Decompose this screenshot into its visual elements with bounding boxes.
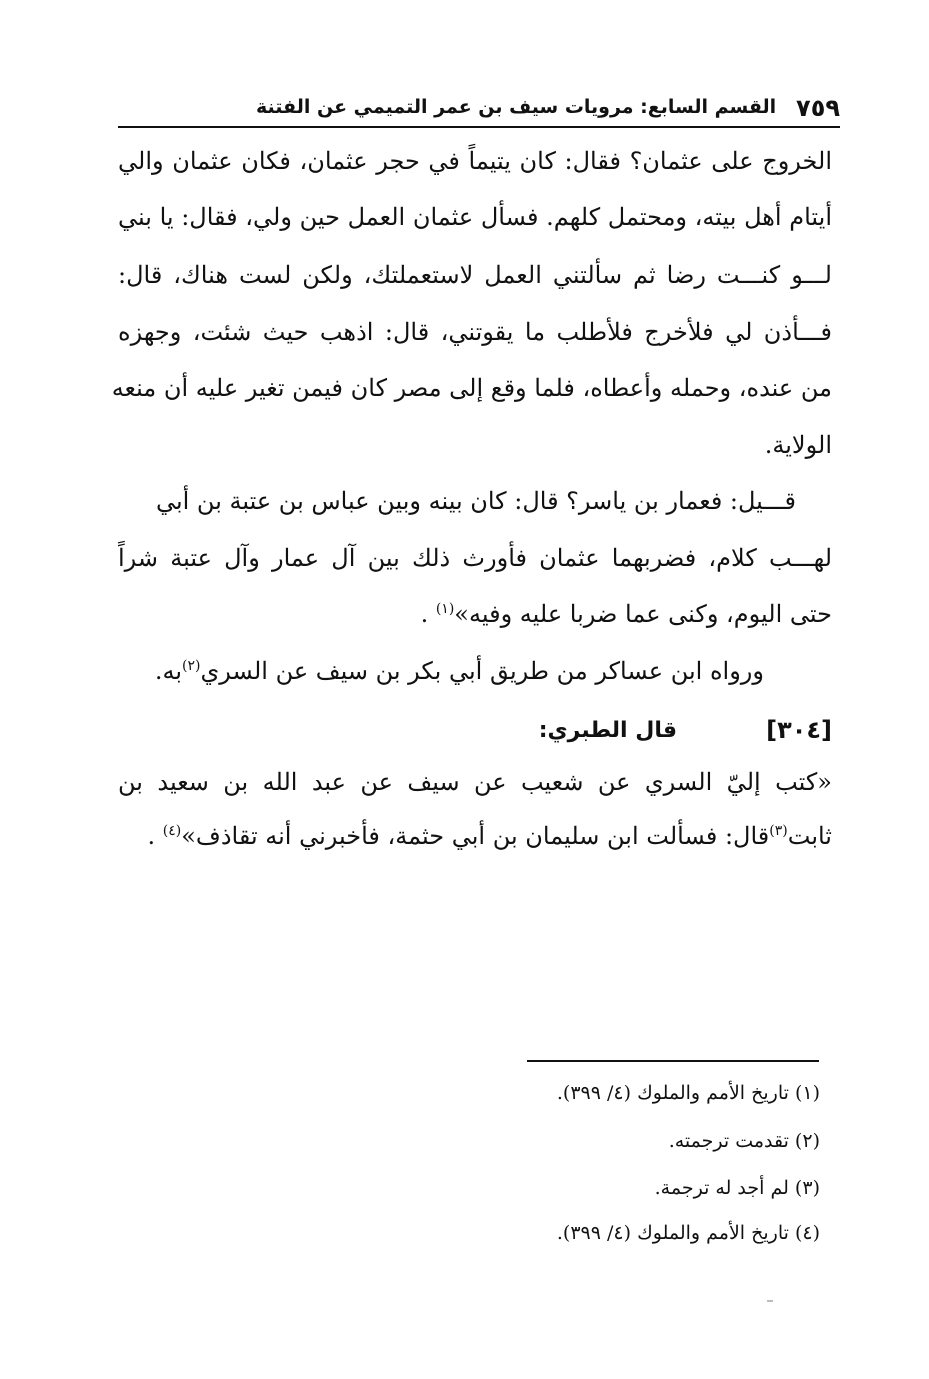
scan-speck — [767, 1300, 773, 1302]
text-line: ثابت$^{(٣)}$قال: فسألت ابن سليمان بن أبي حثمة، فأخبرني أنه تقاذف»$^{(٤)}$ . — [147, 822, 832, 850]
text-line: قـــيل: فعمار بن ياسر؟ قال: كان بينه وبين عباس بن عتبة بن أبي — [155, 487, 796, 515]
text-line: حتى اليوم، وكنى عما ضربا عليه وفيه»$^{(١)}$ . — [420, 600, 832, 628]
line-text: قال: فسألت ابن سليمان بن أبي حثمة، فأخبرني أنه تقاذف» — [181, 822, 770, 850]
footnote-ref: (٤) — [162, 823, 182, 839]
line-text: به. — [154, 657, 183, 685]
footnote: (٤) تاريخ الأمم والملوك (٤/ ٣٩٩). — [556, 1222, 820, 1244]
text-line: «كتب إليّ السري عن شعيب عن سيف عن عبد الله بن سعيد بن — [118, 768, 832, 796]
section-heading — [118, 716, 832, 756]
text-line: من عنده، وحمله وأعطاه، فلما وقع إلى مصر كان فيمن تغير عليه أن منعه — [111, 374, 832, 402]
footnote: (٣) لم أجد له ترجمة. — [654, 1177, 820, 1199]
text-line: أيتام أهل بيته، ومحتمل كلهم. فسأل عثمان العمل حين ولي، فقال: يا بني — [118, 203, 832, 231]
footnote-ref: (٢) — [182, 658, 201, 674]
line-text: حتى اليوم، وكنى عما ضربا عليه وفيه» — [454, 600, 832, 628]
text-line: فـــأذن لي فلأخرج فلأطلب ما يقوتني، قال: اذهب حيث شئت، وجهزه — [118, 318, 832, 346]
footnote-rule — [527, 1060, 819, 1062]
text-line: لهـــب كلام، فضربهما عثمان فأورث ذلك بين آل عمار وآل عتبة شراً — [118, 544, 833, 572]
narrator-label: قال الطبري: — [538, 718, 677, 743]
hadith-number: [٣٠٤] — [766, 716, 832, 744]
footnote-ref: (١) — [435, 601, 455, 617]
page-number: ٧٥٩ — [796, 94, 840, 122]
running-title: القسم السابع: مرويات سيف بن عمر التميمي عن الفتنة — [256, 96, 777, 118]
line-text: ورواه ابن عساكر من طريق أبي بكر بن سيف عن السري — [200, 657, 764, 685]
text-line: الخروج على عثمان؟ فقال: كان يتيماً في حجر عثمان، فكان عثمان والي — [118, 147, 832, 175]
text-line: الولاية. — [764, 431, 832, 459]
header-rule — [118, 126, 840, 128]
footnote: (٢) تقدمت ترجمته. — [668, 1130, 820, 1152]
text-line — [155, 657, 764, 685]
line-text: ثابت — [787, 822, 832, 850]
footnote: (١) تاريخ الأمم والملوك (٤/ ٣٩٩). — [556, 1082, 820, 1104]
page-header — [118, 94, 840, 124]
footnote-ref: (٣) — [769, 823, 788, 839]
text-line: لـــو كنـــت رضا ثم سألتني العمل لاستعملتك، ولكن لست هناك، قال: — [118, 261, 832, 289]
